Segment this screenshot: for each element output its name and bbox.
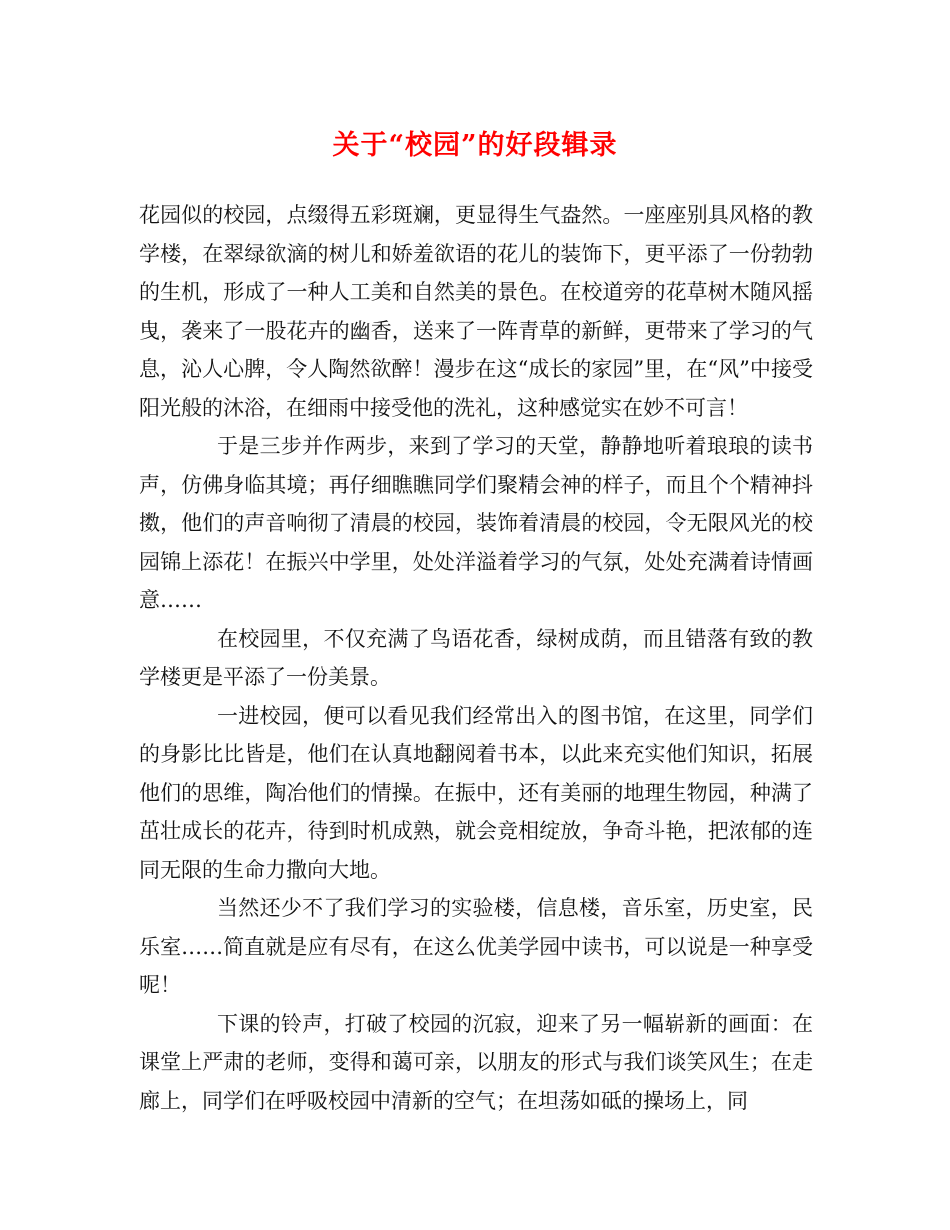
paragraph-1: 花园似的校园，点缀得五彩斑斓，更显得生气盎然。一座座别具风格的教学楼，在翠绿欲滴的树儿和娇羞欲语的花儿的装饰下，更平添了一份勃勃的生机，形成了一种人工美和自然美的景色。在校道旁的花草树木随风摇曳，袭来了一股花卉的幽香，送来了一阵青草的新鲜，更带来了学习的气息，沁人心脾，令人陶然欲醉！漫步在这“成长的家园”里，在“风”中接受阳光般的沐浴，在细雨中接受他的洗礼，这种感觉实在妙不可言！	[139, 203, 813, 420]
paragraph-4: 一进校园，便可以看见我们经常出入的图书馆，在这里，同学们的身影比比皆是，他们在认真地翻阅着书本，以此来充实他们知识，拓展他们的思维，陶冶他们的情操。在振中，还有美丽的地理生物园，种满了茁壮成长的花卉，待到时机成熟，就会竞相绽放，争奇斗艳，把浓郁的连同无限的生命力撒向大地。	[139, 703, 813, 882]
paragraph-2: 于是三步并作两步，来到了学习的天堂，静静地听着琅琅的读书声，仿佛身临其境；再仔细瞧瞧同学们聚精会神的样子，而且个个精神抖擞，他们的声音响彻了清晨的校园，装饰着清晨的校园，令无限风光的校园锦上添花！在振兴中学里，处处洋溢着学习的气氛，处处充满着诗情画意……	[139, 434, 813, 612]
paragraph-6: 下课的铃声，打破了校园的沉寂，迎来了另一幅崭新的画面：在课堂上严肃的老师，变得和蔼可亲，以朋友的形式与我们谈笑风生；在走廊上，同学们在呼吸校园中清新的空气；在坦荡如砥的操场上，同	[139, 1011, 813, 1113]
paragraph-5: 当然还少不了我们学习的实验楼，信息楼，音乐室，历史室，民乐室……简直就是应有尽有，在这么优美学园中读书，可以说是一种享受呢！	[139, 896, 813, 997]
document-title: 关于“校园”的好段辑录	[332, 130, 618, 161]
document-body	[139, 196, 813, 1120]
paragraph-3: 在校园里，不仅充满了鸟语花香，绿树成荫，而且错落有致的教学楼更是平添了一份美景。	[139, 626, 813, 689]
